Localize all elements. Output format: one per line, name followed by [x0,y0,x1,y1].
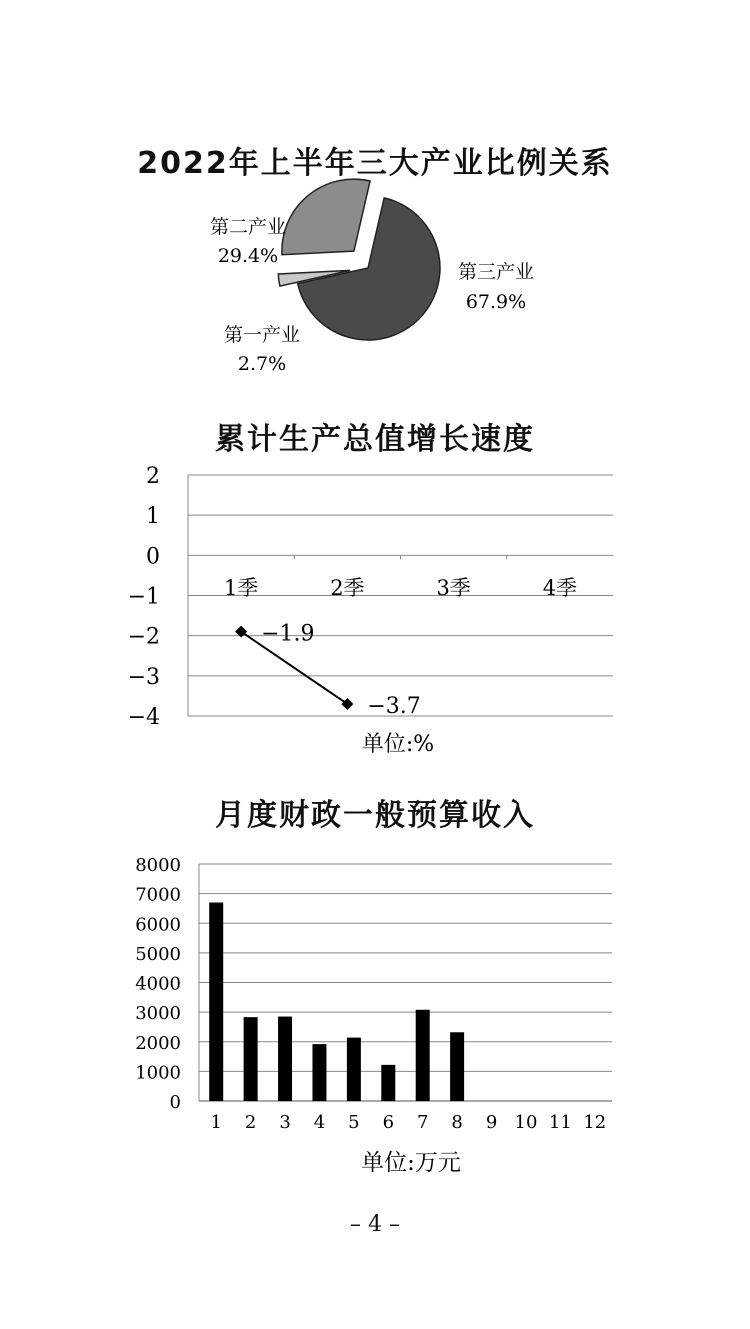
bar-y-tick-label: 7000 [135,884,181,906]
bar-y-tick-label: 0 [169,1092,181,1113]
bar-y-tick-label: 5000 [135,943,181,965]
line-y-tick-label: −4 [127,705,160,730]
bar-month-8 [450,1032,464,1101]
line-category-label: 2季 [330,576,365,600]
bar-month-3 [278,1017,292,1101]
bar-y-tick-label: 1000 [135,1062,181,1084]
pie-value-1: 2.7% [237,353,287,375]
line-data-label: −1.9 [261,621,315,647]
bar-x-tick-label: 11 [548,1112,572,1133]
pie-label-1: 第一产业 [223,324,301,346]
page-number: – 4 – [350,1212,400,1237]
bar-y-tick-label: 4000 [135,973,181,995]
bar-y-tick-label: 8000 [135,855,181,876]
line-y-tick-label: −2 [127,624,160,650]
bar-x-tick-label: 8 [451,1112,463,1133]
line-y-tick-label: −3 [127,664,160,690]
line-y-tick-label: 1 [146,504,160,530]
line-category-label: 1季 [223,576,259,600]
bar-y-tick-label: 6000 [135,914,181,936]
line-y-tick-label: 2 [146,464,160,489]
bar-x-tick-label: 1 [210,1112,222,1133]
pie-value-3: 67.9% [465,291,527,313]
line-y-tick-label: 0 [146,544,160,570]
bar-y-tick-label: 3000 [135,1003,181,1025]
pie-value-2: 29.4% [217,245,279,267]
bar-chart-title: 月度财政一般预算收入 [215,798,535,833]
bar-x-tick-label: 9 [485,1112,498,1133]
pie-chart-title: 2022年上半年三大产业比例关系 [137,146,613,181]
line-chart-title: 累计生产总值增长速度 [215,422,535,457]
bar-x-tick-label: 3 [279,1112,291,1133]
bar-unit-label: 单位:万元 [361,1150,461,1176]
pie-label-2: 第二产业 [209,216,287,238]
bar-month-1 [209,903,223,1101]
bar-month-4 [312,1044,326,1101]
line-data-label: −3.7 [367,693,421,719]
pie-label-3: 第三产业 [457,261,535,283]
line-unit-label: 单位:% [361,732,435,757]
bar-month-5 [347,1038,361,1101]
bar-x-tick-label: 7 [416,1112,429,1133]
bar-x-tick-label: 10 [514,1112,538,1133]
bar-y-tick-label: 2000 [135,1032,181,1054]
line-category-label: 3季 [436,576,471,600]
bar-month-7 [416,1010,430,1101]
bar-x-tick-label: 12 [583,1112,607,1133]
line-y-tick-label: −1 [127,584,160,610]
bar-x-tick-label: 4 [313,1112,326,1133]
bar-x-tick-label: 6 [382,1112,395,1133]
bar-x-tick-label: 2 [244,1112,257,1133]
line-category-label: 4季 [542,576,578,600]
bar-month-2 [244,1017,258,1101]
bar-month-6 [381,1065,395,1101]
bar-x-tick-label: 5 [348,1112,360,1133]
